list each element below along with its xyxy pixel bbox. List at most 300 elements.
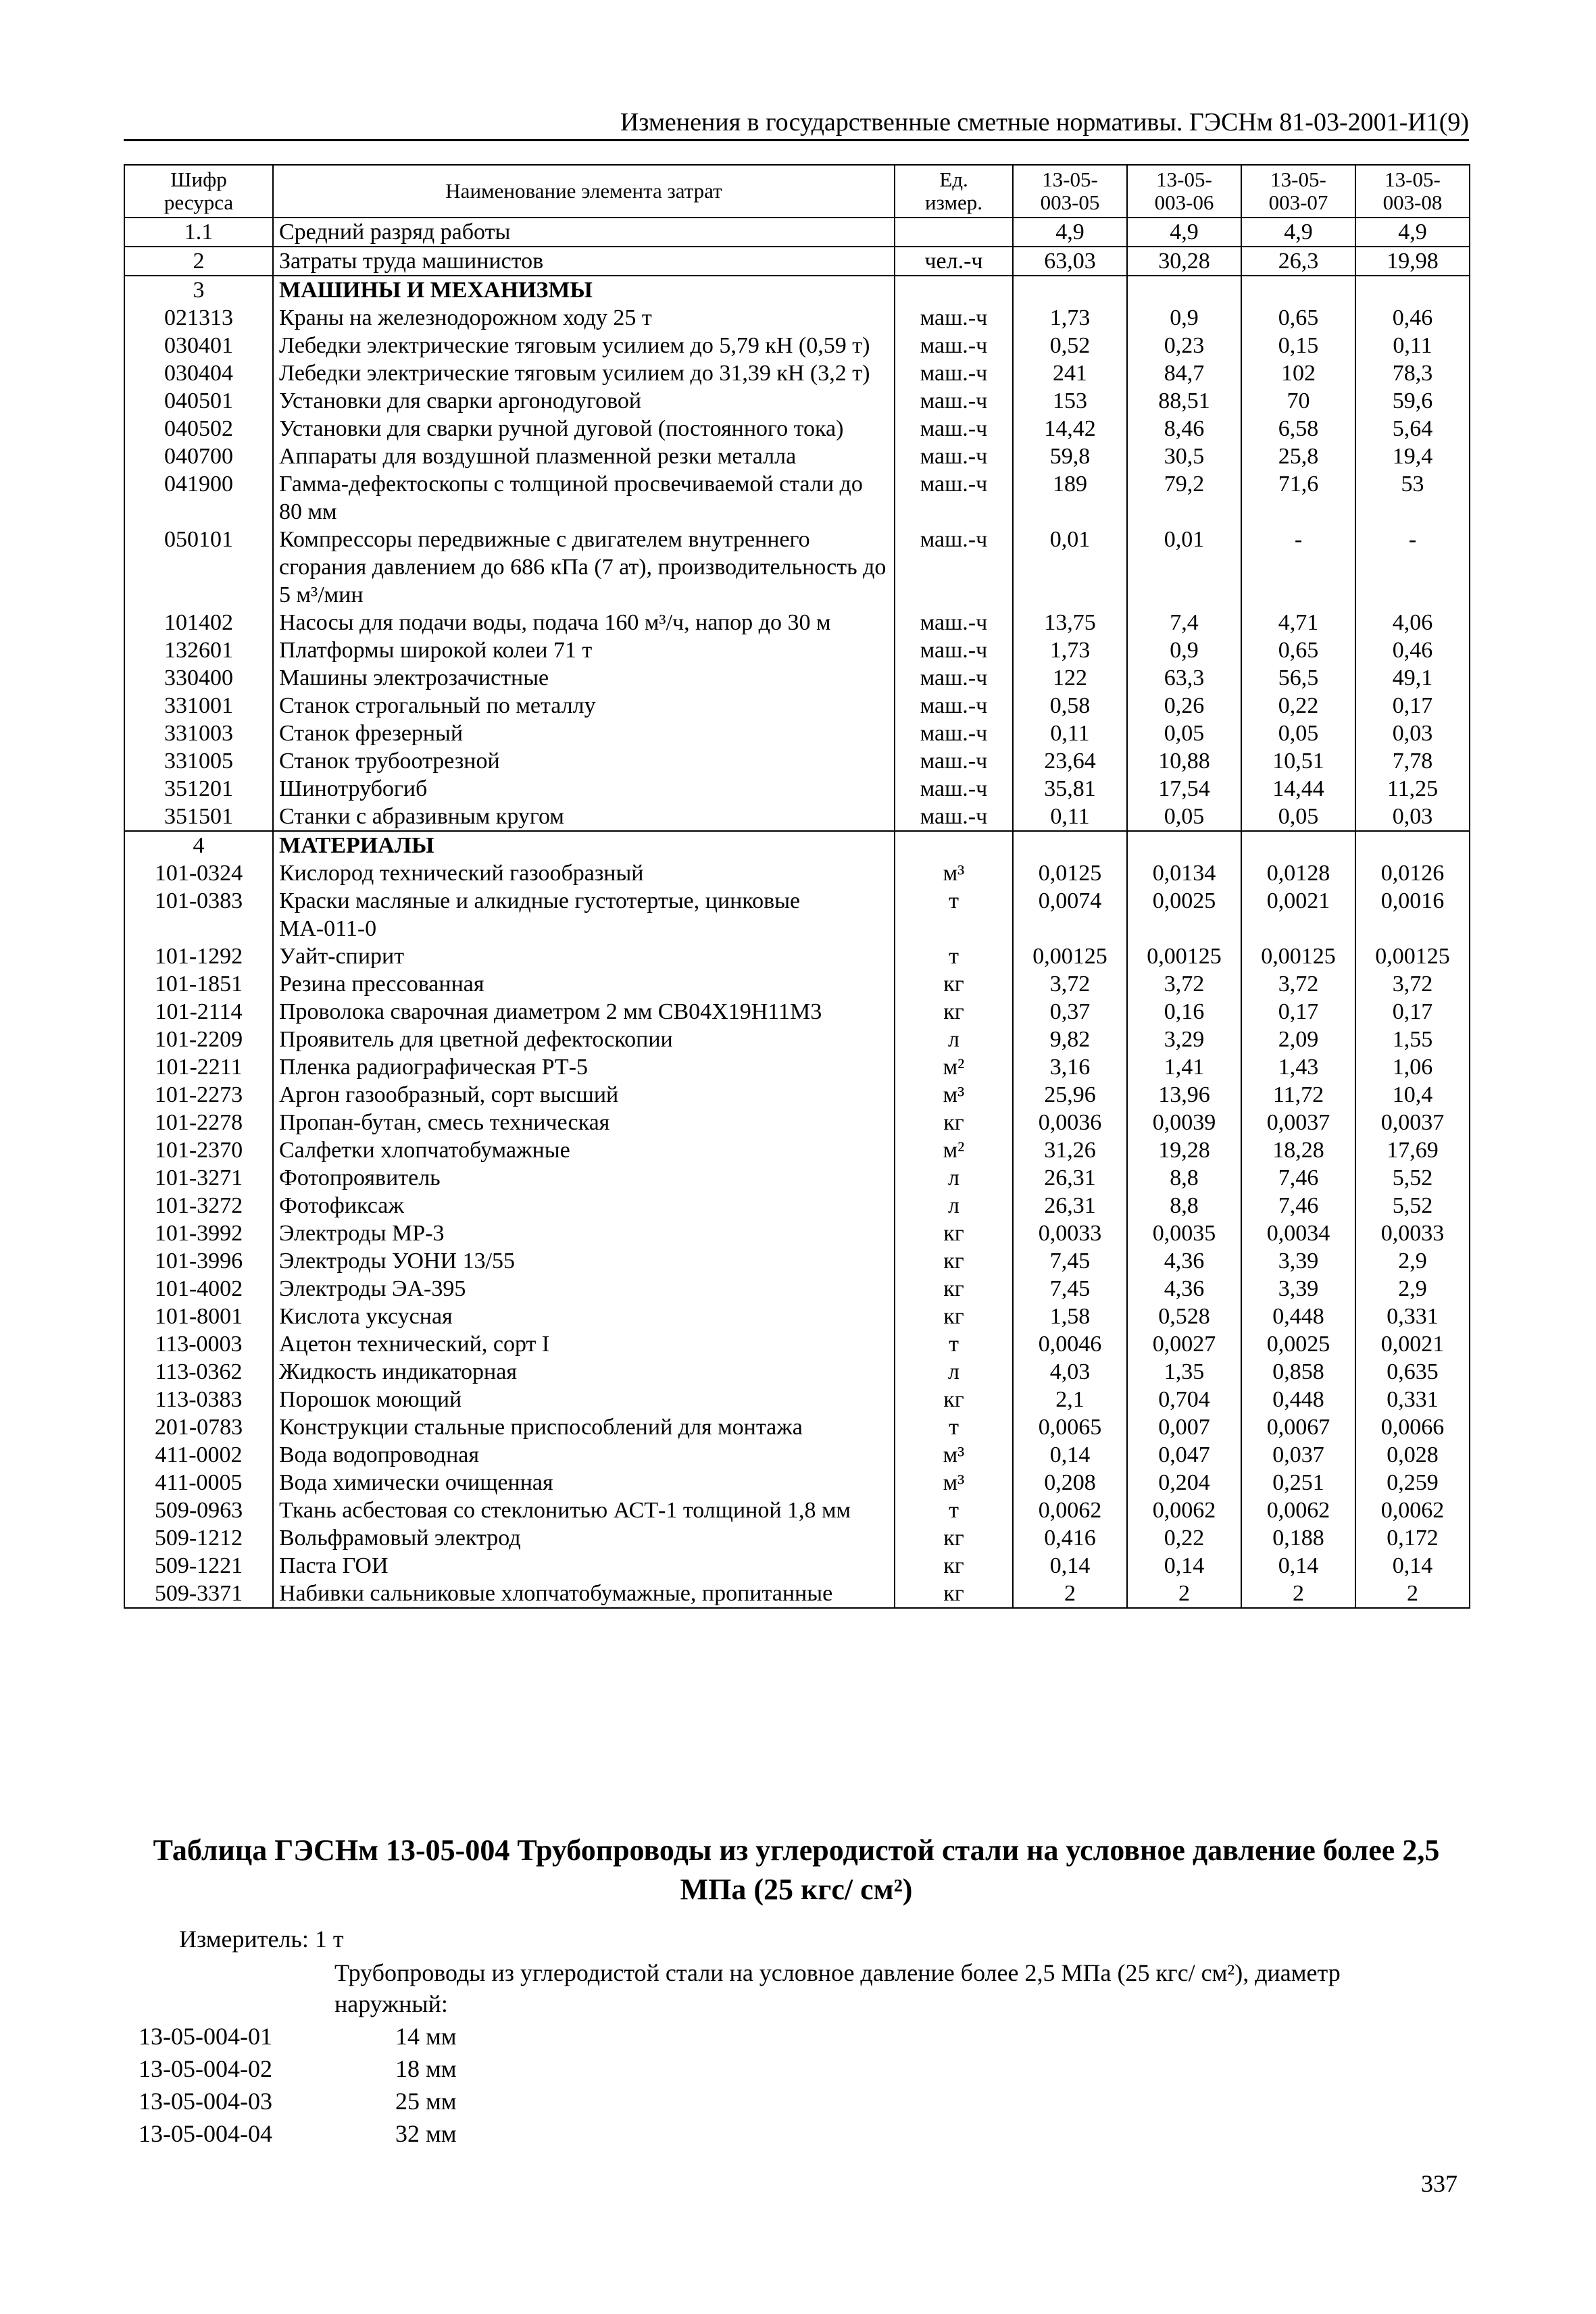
norm-value-cell: 0,00125: [1013, 942, 1127, 970]
column-header-norm-line2: 003-06: [1154, 191, 1214, 214]
unit-cell: маш.-ч: [895, 332, 1013, 359]
norm-value-cell: 26,31: [1013, 1192, 1127, 1219]
norm-value-cell: 4,9: [1241, 218, 1355, 247]
unit-cell: [895, 831, 1013, 859]
unit-cell: маш.-ч: [895, 692, 1013, 720]
norm-value-cell: 0,188: [1241, 1524, 1355, 1552]
norm-value-cell: 14,42: [1013, 415, 1127, 443]
resource-code-cell: 050101: [124, 526, 273, 609]
table-row: [124, 1496, 1470, 1524]
resource-code-cell: 3: [124, 276, 273, 304]
norm-value-cell: 2,9: [1355, 1275, 1470, 1303]
resource-code-cell: 101-2209: [124, 1026, 273, 1053]
variant-row: [139, 2117, 457, 2150]
norm-value-cell: 2: [1241, 1580, 1355, 1608]
norm-value-cell: 0,58: [1013, 692, 1127, 720]
norm-value-cell: 0,0021: [1355, 1330, 1470, 1358]
norm-value-cell: 0,0065: [1013, 1413, 1127, 1441]
unit-cell: кг: [895, 1303, 1013, 1330]
table-row: [124, 1441, 1470, 1469]
unit-cell: м³: [895, 1081, 1013, 1109]
variant-diameter: 32 мм: [395, 2120, 457, 2147]
norm-value-cell: 19,4: [1355, 443, 1470, 470]
norm-value-cell: 63,03: [1013, 247, 1127, 276]
table-row: [124, 247, 1470, 276]
norm-value-cell: 2,1: [1013, 1386, 1127, 1413]
norm-value-cell: 241: [1013, 359, 1127, 387]
column-header-norm: [1355, 165, 1470, 218]
unit-cell: маш.-ч: [895, 526, 1013, 609]
norm-value-cell: 0,46: [1355, 636, 1470, 664]
norm-value-cell: [1127, 831, 1241, 859]
norm-value-cell: 0,704: [1127, 1386, 1241, 1413]
column-header-unit-line1: Ед.: [939, 168, 968, 191]
resource-code-cell: 509-1221: [124, 1552, 273, 1580]
norm-value-cell: 0,0062: [1127, 1496, 1241, 1524]
resource-name-cell: Станок трубоотрезной: [273, 747, 895, 775]
norm-value-cell: 4,06: [1355, 609, 1470, 636]
resource-name-cell: Набивки сальниковые хлопчатобумажные, пропитанные: [273, 1580, 895, 1608]
unit-cell: м³: [895, 1469, 1013, 1496]
norm-value-cell: 0,416: [1013, 1524, 1127, 1552]
norm-value-cell: 1,73: [1013, 636, 1127, 664]
norm-value-cell: [1013, 831, 1127, 859]
norm-value-cell: 63,3: [1127, 664, 1241, 692]
norm-value-cell: 0,0025: [1127, 887, 1241, 942]
table-row: [124, 636, 1470, 664]
norm-value-cell: 1,41: [1127, 1053, 1241, 1081]
norm-value-cell: 0,9: [1127, 636, 1241, 664]
norm-value-cell: 0,05: [1127, 803, 1241, 831]
norm-value-cell: 0,0074: [1013, 887, 1127, 942]
unit-cell: маш.-ч: [895, 636, 1013, 664]
resource-code-cell: 030404: [124, 359, 273, 387]
norm-value-cell: 2: [1355, 1580, 1470, 1608]
resource-norms-table: [124, 164, 1470, 1609]
norm-value-cell: 0,208: [1013, 1469, 1127, 1496]
norm-value-cell: 0,00125: [1355, 942, 1470, 970]
unit-cell: кг: [895, 1219, 1013, 1247]
resource-name-cell: Установки для сварки аргонодуговой: [273, 387, 895, 415]
variant-diameter: 25 мм: [395, 2088, 457, 2115]
norm-value-cell: 14,44: [1241, 775, 1355, 803]
table-row: [124, 332, 1470, 359]
table-row: [124, 609, 1470, 636]
table-row: [124, 1164, 1470, 1192]
table-body: [124, 218, 1470, 1608]
resource-code-cell: 411-0005: [124, 1469, 273, 1496]
resource-code-cell: 509-3371: [124, 1580, 273, 1608]
norm-value-cell: 0,0046: [1013, 1330, 1127, 1358]
resource-name-cell: Электроды МР-3: [273, 1219, 895, 1247]
norm-value-cell: 5,52: [1355, 1164, 1470, 1192]
norm-value-cell: 4,9: [1127, 218, 1241, 247]
unit-cell: кг: [895, 1247, 1013, 1275]
resource-name-cell: МАТЕРИАЛЫ: [273, 831, 895, 859]
norm-value-cell: 0,0025: [1241, 1330, 1355, 1358]
norm-value-cell: 59,8: [1013, 443, 1127, 470]
norm-value-cell: 4,36: [1127, 1275, 1241, 1303]
column-header-code-line1: Шифр: [170, 168, 227, 191]
norm-value-cell: 0,0066: [1355, 1413, 1470, 1441]
norm-value-cell: 53: [1355, 470, 1470, 526]
norm-value-cell: 7,45: [1013, 1275, 1127, 1303]
norm-value-cell: 0,17: [1355, 692, 1470, 720]
variant-code: 13-05-004-02: [139, 2055, 272, 2082]
norm-value-cell: 0,331: [1355, 1303, 1470, 1330]
resource-code-cell: 113-0383: [124, 1386, 273, 1413]
table-row: [124, 1026, 1470, 1053]
column-header-norm-line1: 13-05-: [1385, 168, 1441, 191]
norm-value-cell: 0,05: [1241, 720, 1355, 747]
resource-code-cell: 040700: [124, 443, 273, 470]
column-header-unit-line2: измер.: [924, 191, 983, 214]
norm-value-cell: 26,31: [1013, 1164, 1127, 1192]
unit-cell: маш.-ч: [895, 443, 1013, 470]
section-description: Трубопроводы из углеродистой стали на условное давление более 2,5 МПа (25 кгс/ см²), диаметр наружный:: [334, 1959, 1341, 2017]
resource-code-cell: 041900: [124, 470, 273, 526]
norm-value-cell: 13,75: [1013, 609, 1127, 636]
norm-value-cell: 0,204: [1127, 1469, 1241, 1496]
table-row: [124, 887, 1470, 942]
norm-value-cell: [1355, 831, 1470, 859]
norm-value-cell: 0,331: [1355, 1386, 1470, 1413]
column-header-norm-line1: 13-05-: [1156, 168, 1212, 191]
table-row: [124, 1552, 1470, 1580]
section-meter: Измеритель: 1 т: [179, 1926, 344, 1953]
norm-value-cell: 3,16: [1013, 1053, 1127, 1081]
norm-value-cell: 3,72: [1241, 970, 1355, 998]
norm-value-cell: 3,72: [1127, 970, 1241, 998]
norm-value-cell: 30,5: [1127, 443, 1241, 470]
table-row: [124, 1192, 1470, 1219]
norm-value-cell: 30,28: [1127, 247, 1241, 276]
unit-cell: л: [895, 1192, 1013, 1219]
norm-value-cell: 2: [1013, 1580, 1127, 1608]
resource-name-cell: Конструкции стальные приспособлений для монтажа: [273, 1413, 895, 1441]
table-row: [124, 359, 1470, 387]
table-row: [124, 803, 1470, 831]
resource-name-cell: Машины электрозачистные: [273, 664, 895, 692]
unit-cell: м³: [895, 1441, 1013, 1469]
resource-name-cell: Салфетки хлопчатобумажные: [273, 1136, 895, 1164]
norm-value-cell: 26,3: [1241, 247, 1355, 276]
table-row: [124, 859, 1470, 887]
resource-name-cell: Фотопроявитель: [273, 1164, 895, 1192]
resource-name-cell: МАШИНЫ И МЕХАНИЗМЫ: [273, 276, 895, 304]
resource-name-cell: Установки для сварки ручной дуговой (постоянного тока): [273, 415, 895, 443]
resource-name-cell: Аппараты для воздушной плазменной резки металла: [273, 443, 895, 470]
unit-cell: чел.-ч: [895, 247, 1013, 276]
resource-name-cell: Шинотрубогиб: [273, 775, 895, 803]
table-row: [124, 747, 1470, 775]
norm-value-cell: 0,14: [1013, 1441, 1127, 1469]
table-row: [124, 1081, 1470, 1109]
variant-code: 13-05-004-03: [139, 2088, 272, 2115]
table-row: [124, 443, 1470, 470]
resource-name-cell: Компрессоры передвижные с двигателем внутреннего сгорания давлением до 686 кПа (7 ат), производительность до 5 м³/мин: [273, 526, 895, 609]
norm-value-cell: 0,05: [1241, 803, 1355, 831]
column-header-code-line2: ресурса: [164, 191, 234, 214]
unit-cell: кг: [895, 1552, 1013, 1580]
norm-value-cell: 1,55: [1355, 1026, 1470, 1053]
norm-value-cell: 0,05: [1127, 720, 1241, 747]
resource-name-cell: Станки с абразивным кругом: [273, 803, 895, 831]
norm-value-cell: 153: [1013, 387, 1127, 415]
norm-value-cell: 13,96: [1127, 1081, 1241, 1109]
norm-value-cell: 0,00125: [1241, 942, 1355, 970]
resource-code-cell: 040501: [124, 387, 273, 415]
norm-value-cell: 0,23: [1127, 332, 1241, 359]
table-row: [124, 1386, 1470, 1413]
resource-name-cell: Аргон газообразный, сорт высший: [273, 1081, 895, 1109]
column-header-norm-line1: 13-05-: [1270, 168, 1326, 191]
resource-name-cell: Кислота уксусная: [273, 1303, 895, 1330]
unit-cell: маш.-ч: [895, 664, 1013, 692]
resource-code-cell: 101-1851: [124, 970, 273, 998]
norm-value-cell: 25,8: [1241, 443, 1355, 470]
norm-variants-list: [139, 2020, 457, 2150]
table-row: [124, 1580, 1470, 1608]
resource-name-cell: Жидкость индикаторная: [273, 1358, 895, 1386]
norm-value-cell: 10,4: [1355, 1081, 1470, 1109]
table-row: [124, 1219, 1470, 1247]
unit-cell: кг: [895, 1580, 1013, 1608]
norm-value-cell: 0,17: [1241, 998, 1355, 1026]
variant-row: [139, 2020, 457, 2053]
norm-value-cell: 0,0062: [1241, 1496, 1355, 1524]
norm-value-cell: 0,251: [1241, 1469, 1355, 1496]
resource-code-cell: 101-2211: [124, 1053, 273, 1081]
norm-value-cell: 7,46: [1241, 1164, 1355, 1192]
column-header-norm: [1013, 165, 1127, 218]
norm-value-cell: 7,46: [1241, 1192, 1355, 1219]
norm-value-cell: 0,0037: [1241, 1109, 1355, 1136]
norm-value-cell: 0,0021: [1241, 887, 1355, 942]
norm-value-cell: 25,96: [1013, 1081, 1127, 1109]
resource-name-cell: Ацетон технический, сорт I: [273, 1330, 895, 1358]
norm-value-cell: 71,6: [1241, 470, 1355, 526]
table-row: [124, 526, 1470, 609]
resource-code-cell: 101-2114: [124, 998, 273, 1026]
resource-code-cell: 509-0963: [124, 1496, 273, 1524]
resource-name-cell: Станок строгальный по металлу: [273, 692, 895, 720]
norm-value-cell: 0,22: [1127, 1524, 1241, 1552]
norm-value-cell: 9,82: [1013, 1026, 1127, 1053]
norm-value-cell: 0,14: [1241, 1552, 1355, 1580]
norm-value-cell: 3,29: [1127, 1026, 1241, 1053]
resource-code-cell: 331003: [124, 720, 273, 747]
norm-value-cell: 0,0027: [1127, 1330, 1241, 1358]
column-header-norm-line2: 003-05: [1040, 191, 1100, 214]
resource-name-cell: Проявитель для цветной дефектоскопии: [273, 1026, 895, 1053]
norm-value-cell: 0,11: [1355, 332, 1470, 359]
norm-value-cell: 7,45: [1013, 1247, 1127, 1275]
variant-diameter: 14 мм: [395, 2023, 457, 2050]
table-row: [124, 387, 1470, 415]
table-header-row: [124, 165, 1470, 218]
norm-value-cell: 0,9: [1127, 304, 1241, 332]
norm-value-cell: 0,047: [1127, 1441, 1241, 1469]
table-row: [124, 1413, 1470, 1441]
norm-value-cell: 19,28: [1127, 1136, 1241, 1164]
norm-value-cell: 0,03: [1355, 720, 1470, 747]
resource-code-cell: 101-0383: [124, 887, 273, 942]
norm-value-cell: 5,64: [1355, 415, 1470, 443]
norm-value-cell: 0,0037: [1355, 1109, 1470, 1136]
norm-value-cell: 0,16: [1127, 998, 1241, 1026]
unit-cell: маш.-ч: [895, 775, 1013, 803]
norm-value-cell: 0,11: [1013, 720, 1127, 747]
unit-cell: кг: [895, 1524, 1013, 1552]
table-row: [124, 470, 1470, 526]
norm-value-cell: 8,8: [1127, 1164, 1241, 1192]
resource-name-cell: Кислород технический газообразный: [273, 859, 895, 887]
unit-cell: [895, 276, 1013, 304]
resource-name-cell: Пропан-бутан, смесь техническая: [273, 1109, 895, 1136]
resource-code-cell: 030401: [124, 332, 273, 359]
norm-value-cell: 5,52: [1355, 1192, 1470, 1219]
column-header-norm: [1127, 165, 1241, 218]
resource-code-cell: 101-2278: [124, 1109, 273, 1136]
unit-cell: маш.-ч: [895, 470, 1013, 526]
resource-name-cell: Платформы широкой колеи 71 т: [273, 636, 895, 664]
norm-value-cell: 0,0036: [1013, 1109, 1127, 1136]
table-row: [124, 942, 1470, 970]
norm-value-cell: 0,858: [1241, 1358, 1355, 1386]
norm-value-cell: 35,81: [1013, 775, 1127, 803]
norm-value-cell: 0,03: [1355, 803, 1470, 831]
resource-code-cell: 101402: [124, 609, 273, 636]
table-row: [124, 970, 1470, 998]
norm-value-cell: 4,03: [1013, 1358, 1127, 1386]
norm-value-cell: 17,69: [1355, 1136, 1470, 1164]
norm-value-cell: 84,7: [1127, 359, 1241, 387]
unit-cell: т: [895, 1330, 1013, 1358]
resource-code-cell: 509-1212: [124, 1524, 273, 1552]
norm-value-cell: 0,0035: [1127, 1219, 1241, 1247]
resource-name-cell: Затраты труда машинистов: [273, 247, 895, 276]
header-rule: [124, 139, 1469, 141]
table-row: [124, 720, 1470, 747]
norm-value-cell: 10,51: [1241, 747, 1355, 775]
resource-code-cell: 101-3996: [124, 1247, 273, 1275]
resource-code-cell: 101-4002: [124, 1275, 273, 1303]
table-row: [124, 1330, 1470, 1358]
table-row: [124, 998, 1470, 1026]
norm-value-cell: 102: [1241, 359, 1355, 387]
norm-value-cell: 0,0033: [1013, 1219, 1127, 1247]
norm-value-cell: 78,3: [1355, 359, 1470, 387]
table-row: [124, 218, 1470, 247]
norm-value-cell: 0,635: [1355, 1358, 1470, 1386]
norm-value-cell: 0,0067: [1241, 1413, 1355, 1441]
norm-value-cell: 0,52: [1013, 332, 1127, 359]
resource-name-cell: Ткань асбестовая со стеклонитью АСТ-1 толщиной 1,8 мм: [273, 1496, 895, 1524]
variant-diameter: 18 мм: [395, 2055, 457, 2082]
resource-code-cell: 351201: [124, 775, 273, 803]
resource-code-cell: 101-2370: [124, 1136, 273, 1164]
table-row: [124, 1136, 1470, 1164]
resource-name-cell: Пленка радиографическая РТ-5: [273, 1053, 895, 1081]
resource-code-cell: 101-3271: [124, 1164, 273, 1192]
resource-name-cell: Резина прессованная: [273, 970, 895, 998]
unit-cell: кг: [895, 1109, 1013, 1136]
norm-value-cell: 0,0033: [1355, 1219, 1470, 1247]
unit-cell: кг: [895, 1275, 1013, 1303]
norm-value-cell: 4,36: [1127, 1247, 1241, 1275]
norm-value-cell: 17,54: [1127, 775, 1241, 803]
norm-value-cell: -: [1355, 526, 1470, 609]
unit-cell: маш.-ч: [895, 415, 1013, 443]
unit-cell: м²: [895, 1053, 1013, 1081]
norm-value-cell: 0,37: [1013, 998, 1127, 1026]
norm-value-cell: 0,007: [1127, 1413, 1241, 1441]
resource-name-cell: Вольфрамовый электрод: [273, 1524, 895, 1552]
norm-value-cell: 189: [1013, 470, 1127, 526]
norm-value-cell: [1127, 276, 1241, 304]
norm-value-cell: [1013, 276, 1127, 304]
resource-code-cell: 113-0362: [124, 1358, 273, 1386]
unit-cell: т: [895, 1413, 1013, 1441]
norm-value-cell: [1241, 831, 1355, 859]
norm-value-cell: 0,0034: [1241, 1219, 1355, 1247]
norm-value-cell: 3,39: [1241, 1247, 1355, 1275]
resource-name-cell: Проволока сварочная диаметром 2 мм СВ04Х19Н11М3: [273, 998, 895, 1026]
column-header-norm-line1: 13-05-: [1042, 168, 1098, 191]
norm-value-cell: 0,01: [1013, 526, 1127, 609]
table-row: [124, 304, 1470, 332]
norm-value-cell: 122: [1013, 664, 1127, 692]
norm-value-cell: 2: [1127, 1580, 1241, 1608]
norm-value-cell: [1355, 276, 1470, 304]
norm-value-cell: 0,448: [1241, 1386, 1355, 1413]
norm-value-cell: 1,73: [1013, 304, 1127, 332]
variant-code: 13-05-004-01: [139, 2023, 272, 2050]
norm-value-cell: 8,8: [1127, 1192, 1241, 1219]
norm-value-cell: 7,78: [1355, 747, 1470, 775]
norm-value-cell: 59,6: [1355, 387, 1470, 415]
norm-value-cell: 0,528: [1127, 1303, 1241, 1330]
norm-value-cell: 0,65: [1241, 636, 1355, 664]
resource-name-cell: Паста ГОИ: [273, 1552, 895, 1580]
table-row: [124, 1247, 1470, 1275]
norm-value-cell: 19,98: [1355, 247, 1470, 276]
norm-value-cell: -: [1241, 526, 1355, 609]
resource-name-cell: Порошок моющий: [273, 1386, 895, 1413]
resource-code-cell: 101-0324: [124, 859, 273, 887]
norm-value-cell: 4,9: [1013, 218, 1127, 247]
unit-cell: м²: [895, 1136, 1013, 1164]
unit-cell: т: [895, 1496, 1013, 1524]
variant-code: 13-05-004-04: [139, 2120, 272, 2147]
column-header-norm-line2: 003-07: [1268, 191, 1328, 214]
norm-value-cell: 7,4: [1127, 609, 1241, 636]
unit-cell: кг: [895, 970, 1013, 998]
norm-value-cell: 0,14: [1355, 1552, 1470, 1580]
resource-name-cell: Лебедки электрические тяговым усилием до 31,39 кН (3,2 т): [273, 359, 895, 387]
variant-row: [139, 2085, 457, 2117]
norm-value-cell: 0,028: [1355, 1441, 1470, 1469]
norm-value-cell: 23,64: [1013, 747, 1127, 775]
resource-name-cell: Электроды ЭА-395: [273, 1275, 895, 1303]
norm-value-cell: 0,22: [1241, 692, 1355, 720]
unit-cell: маш.-ч: [895, 747, 1013, 775]
column-header-code: [124, 165, 273, 218]
norm-value-cell: 0,14: [1013, 1552, 1127, 1580]
table-row: [124, 775, 1470, 803]
norm-value-cell: 2,09: [1241, 1026, 1355, 1053]
